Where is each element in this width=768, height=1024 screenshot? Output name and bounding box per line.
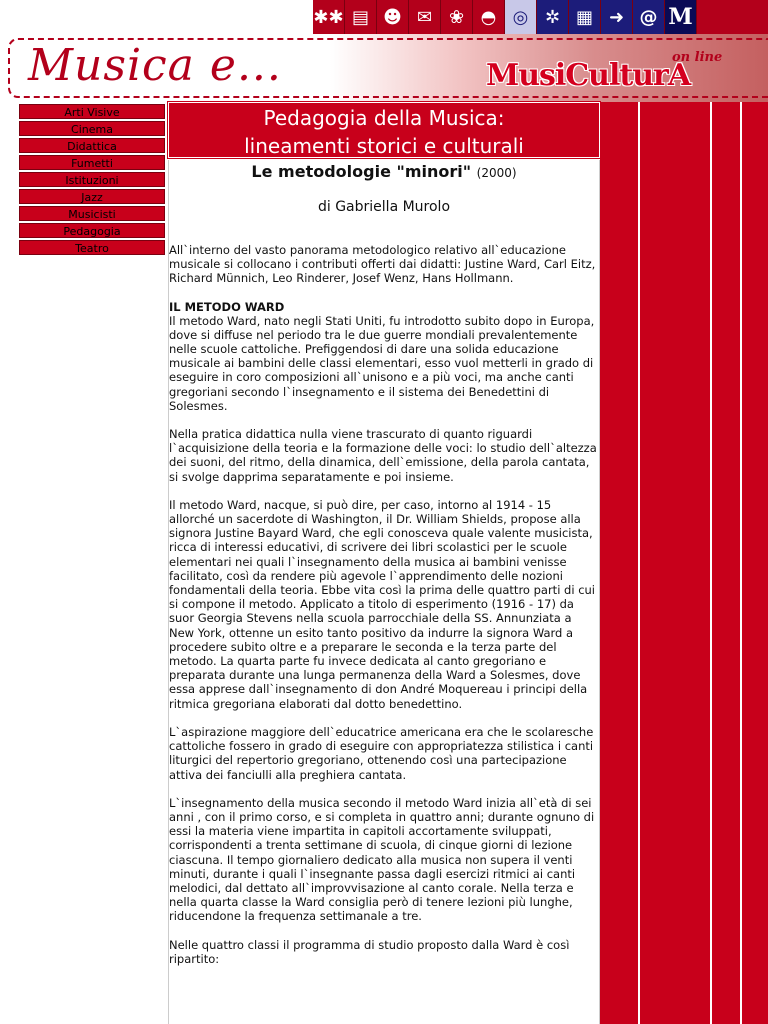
at-icon[interactable]: @	[633, 0, 665, 34]
paragraph: Il metodo Ward, nato negli Stati Uniti, fu introdotto subito dopo in Europa, dove si diffuse nel periodo tra le due guerre mondiali prevalentemente nelle scuole cattoliche. Prefiggendosi di dare una solida educazione musicale ai bambini delle classi elementari, esso vuol metterli in grado di eseguire in coro composizioni all`unisono e a più voci, ma anche canti gregoriani secondo l`insegnamento e il sistema dei Benedettini di Solesmes.	[169, 313, 595, 413]
article-author: di Gabriella Murolo	[317, 199, 451, 215]
article-year: (2000)	[476, 166, 517, 180]
subtitle-text: Le metodologie "minori"	[251, 162, 472, 181]
nav-item-jazz[interactable]: Jazz	[19, 189, 165, 204]
nav-item-musicisti[interactable]: Musicisti	[19, 206, 165, 221]
asterisk-icon[interactable]: ✱✱	[313, 0, 345, 34]
hat-icon[interactable]: ◓	[473, 0, 505, 34]
nav-item-didattica[interactable]: Didattica	[19, 138, 165, 153]
grapes-icon[interactable]: ❀	[441, 0, 473, 34]
nav-item-istituzioni[interactable]: Istituzioni	[19, 172, 165, 187]
online-label: on line	[672, 50, 723, 65]
right-decorative-stripes	[600, 102, 768, 1024]
message-icon[interactable]: ✉	[409, 0, 441, 34]
document-icon[interactable]: ▤	[345, 0, 377, 34]
cabinet-icon[interactable]: ▦	[569, 0, 601, 34]
article	[168, 160, 600, 1024]
page-title-line1: Pedagogia della Musica:	[263, 106, 505, 130]
nav-item-fumetti[interactable]: Fumetti	[19, 155, 165, 170]
nav-item-pedagogia[interactable]: Pedagogia	[19, 223, 165, 238]
nav-item-arti-visive[interactable]: Arti Visive	[19, 104, 165, 119]
article-subtitle	[169, 162, 599, 181]
nav-item-cinema[interactable]: Cinema	[19, 121, 165, 136]
sidebar-nav	[19, 104, 165, 257]
cd-icon[interactable]: ◎	[505, 0, 537, 34]
musicultura-logo[interactable]: MusiCulturA	[486, 58, 691, 93]
page-title-box	[168, 102, 600, 158]
musica-logo[interactable]: Musica e...	[28, 40, 282, 91]
film-reel-icon[interactable]: ✲	[537, 0, 569, 34]
article-body	[169, 243, 599, 966]
people-icon[interactable]: ☻	[377, 0, 409, 34]
top-icon-bar	[313, 0, 768, 34]
stripe-line	[710, 102, 712, 1024]
m-icon[interactable]: M	[665, 0, 697, 34]
paragraph: Il metodo Ward, nacque, si può dire, per caso, intorno al 1914 - 15 allorché un sacerdote di Washington, il Dr. William Shields, propose alla signora Justine Bayard Ward, che egli conosceva quale valente musicista, ricca di interessi educativi, di scrivere dei libri scolastici per le scuole elementari nei quali l`insegnamento della musica ai bambini venisse facilitato, così da rendere più agevole l`apprendimento delle nozioni fondamentali della teoria. Ebbe vita così la prima delle quattro parti di cui si compone il metodo. Applicato a titolo di esperimento (1916 - 17) da suor Georgia Stevens nella scuola parrocchiale della SS. Annunziata a New York, ottenne un esito tanto positivo da indurre la signora Ward a procedere subito oltre e a preparare le seconda e la terza parte del metodo. La quarta parte fu invece dedicata al canto gregoriano e preparata durante una lunga permanenza della Ward a Solesmes, dove essa apprese dall`insegnamento di don André Moquereau i principi della ritmica gregoriana elaborati dal dotto benedettino.	[169, 497, 595, 711]
arrow-right-icon[interactable]: ➜	[601, 0, 633, 34]
section-heading: IL METODO WARD	[169, 299, 285, 314]
page-title-line2: lineamenti storici e culturali	[244, 134, 524, 158]
paragraph: L`insegnamento della musica secondo il metodo Ward inizia all`età di sei anni , con il primo corso, e si completa in quattro anni; durante ognuno di essi la materia viene impartita in capitoli accortamente sviluppati, corrispondenti a trenta settimane di scuola, di cinque giorni di lezione ciascuna. Il tempo giornaliero dedicato alla musica non supera il venti minuti, durante i quali l`insegnante passa dagli esercizi ritmici ai canti melodici, dal dettato all`improvvisazione al canto corale. Nella terza e nella quarta classe la Ward consiglia però di tenere lezioni più lunghe, riducendone la frequenza settimanale a tre.	[169, 795, 595, 924]
site-banner	[0, 34, 768, 102]
paragraph: Nella pratica didattica nulla viene trascurato di quanto riguardi l`acquisizione della teoria e la formazione delle voci: lo studio dell`altezza dei suoni, del ritmo, della dinamica, dell`emissione, della parola cantata, si svolge dapprima separatamente e poi insieme.	[169, 427, 597, 484]
paragraph: L`aspirazione maggiore dell`educatrice americana era che le scolaresche cattoliche fossero in grado di eseguire con appropriatezza stilistica i canti liturgici del repertorio gregoriano, ottenendo così una partecipazione attiva dei fanciulli alla preghiera cantata.	[169, 724, 594, 782]
paragraph-intro: All`interno del vasto panorama metodologico relativo all`educazione musicale si collocano i contributi offerti dai didatti: Justine Ward, Carl Eitz, Richard Münnich, Leo Rinderer, Josef Wenz, Hans Hollmann.	[169, 243, 596, 286]
stripe-line	[638, 102, 640, 1024]
paragraph: Nelle quattro classi il programma di studio proposto dalla Ward è così ripartito:	[169, 937, 570, 966]
nav-item-teatro[interactable]: Teatro	[19, 240, 165, 255]
stripe-line	[740, 102, 742, 1024]
